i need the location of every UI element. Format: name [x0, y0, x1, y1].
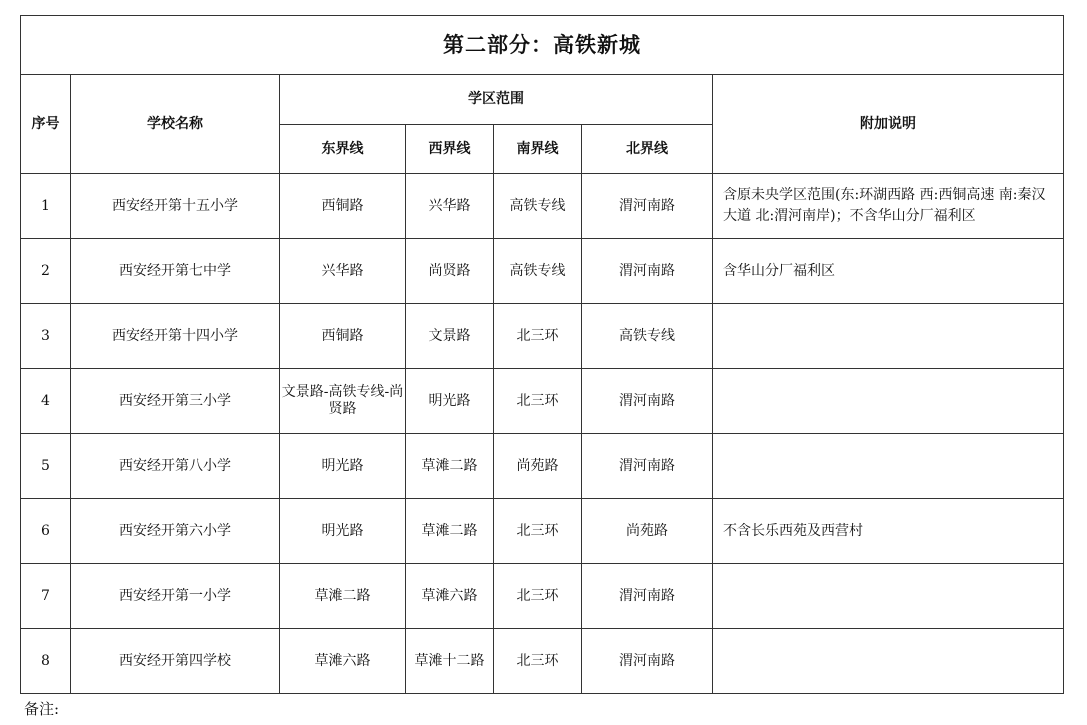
cell-index: 5	[21, 434, 71, 499]
cell-north-boundary: 渭河南路	[582, 629, 713, 694]
cell-school-name: 西安经开第八小学	[71, 434, 280, 499]
cell-school-name: 西安经开第六小学	[71, 499, 280, 564]
cell-school-name: 西安经开第十五小学	[71, 174, 280, 239]
header-district-range: 学区范围	[280, 75, 713, 125]
cell-west-boundary: 明光路	[406, 369, 494, 434]
cell-south-boundary: 高铁专线	[494, 239, 582, 304]
cell-south-boundary: 北三环	[494, 629, 582, 694]
school-district-table	[20, 15, 1064, 694]
cell-note	[713, 564, 1064, 629]
table-row	[21, 629, 1064, 694]
cell-school-name: 西安经开第十四小学	[71, 304, 280, 369]
cell-east-boundary: 草滩六路	[280, 629, 406, 694]
table-row	[21, 174, 1064, 239]
cell-north-boundary: 渭河南路	[582, 239, 713, 304]
table-row	[21, 304, 1064, 369]
cell-north-boundary: 渭河南路	[582, 564, 713, 629]
cell-school-name: 西安经开第四学校	[71, 629, 280, 694]
cell-south-boundary: 高铁专线	[494, 174, 582, 239]
cell-note: 含原未央学区范围(东:环湖西路 西:西铜高速 南:秦汉大道 北:渭河南岸)；不含华山分厂福利区	[713, 174, 1064, 239]
cell-index: 3	[21, 304, 71, 369]
cell-note: 含华山分厂福利区	[713, 239, 1064, 304]
cell-south-boundary: 北三环	[494, 369, 582, 434]
cell-index: 1	[21, 174, 71, 239]
cell-north-boundary: 渭河南路	[582, 369, 713, 434]
cell-west-boundary: 草滩六路	[406, 564, 494, 629]
cell-east-boundary: 明光路	[280, 434, 406, 499]
cell-east-boundary: 兴华路	[280, 239, 406, 304]
cell-note	[713, 304, 1064, 369]
cell-note: 不含长乐西苑及西营村	[713, 499, 1064, 564]
cell-west-boundary: 兴华路	[406, 174, 494, 239]
cell-note	[713, 369, 1064, 434]
cell-east-boundary: 西铜路	[280, 304, 406, 369]
cell-north-boundary: 渭河南路	[582, 434, 713, 499]
header-school-name: 学校名称	[71, 75, 280, 174]
cell-south-boundary: 北三环	[494, 304, 582, 369]
cell-index: 4	[21, 369, 71, 434]
cell-west-boundary: 草滩二路	[406, 434, 494, 499]
remark-label: 备注:	[24, 700, 60, 718]
cell-west-boundary: 草滩十二路	[406, 629, 494, 694]
cell-school-name: 西安经开第七中学	[71, 239, 280, 304]
cell-school-name: 西安经开第一小学	[71, 564, 280, 629]
header-south-boundary: 南界线	[494, 125, 582, 174]
table-row	[21, 434, 1064, 499]
cell-south-boundary: 北三环	[494, 499, 582, 564]
table-row	[21, 369, 1064, 434]
cell-south-boundary: 北三环	[494, 564, 582, 629]
cell-south-boundary: 尚苑路	[494, 434, 582, 499]
cell-north-boundary: 尚苑路	[582, 499, 713, 564]
cell-east-boundary: 草滩二路	[280, 564, 406, 629]
table-row	[21, 564, 1064, 629]
header-east-boundary: 东界线	[280, 125, 406, 174]
header-west-boundary: 西界线	[406, 125, 494, 174]
cell-note	[713, 434, 1064, 499]
cell-index: 8	[21, 629, 71, 694]
header-index: 序号	[21, 75, 71, 174]
cell-north-boundary: 高铁专线	[582, 304, 713, 369]
page-title: 第二部分：高铁新城	[21, 16, 1064, 75]
cell-index: 7	[21, 564, 71, 629]
header-north-boundary: 北界线	[582, 125, 713, 174]
cell-west-boundary: 草滩二路	[406, 499, 494, 564]
cell-west-boundary: 文景路	[406, 304, 494, 369]
header-note: 附加说明	[713, 75, 1064, 174]
cell-east-boundary: 文景路-高铁专线-尚贤路	[280, 369, 406, 434]
cell-index: 6	[21, 499, 71, 564]
table-row	[21, 499, 1064, 564]
cell-north-boundary: 渭河南路	[582, 174, 713, 239]
cell-east-boundary: 西铜路	[280, 174, 406, 239]
cell-west-boundary: 尚贤路	[406, 239, 494, 304]
cell-index: 2	[21, 239, 71, 304]
cell-school-name: 西安经开第三小学	[71, 369, 280, 434]
cell-east-boundary: 明光路	[280, 499, 406, 564]
cell-note	[713, 629, 1064, 694]
table-row	[21, 239, 1064, 304]
